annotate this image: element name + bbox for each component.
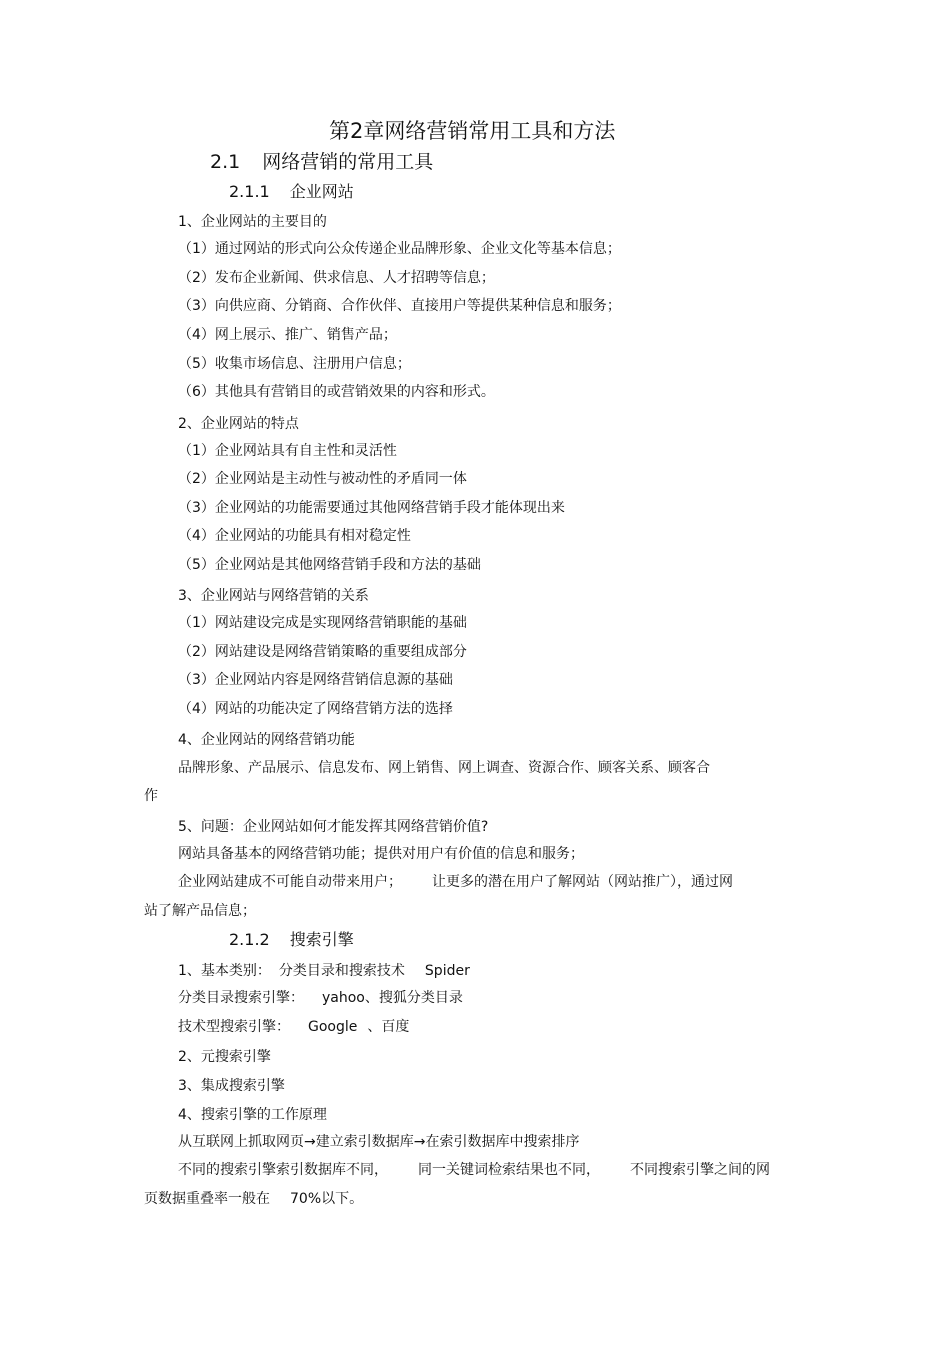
paragraph-line: [178, 873, 733, 891]
text-span: 同一关键词检索结果也不同，: [418, 1162, 600, 1178]
text-span: 70%以下。: [290, 1191, 364, 1207]
text-span: 不同搜索引擎之间的网: [630, 1162, 770, 1178]
list-item: （1）网站建设完成是实现网络营销职能的基础: [178, 615, 467, 631]
text-span: 不同的搜索引擎索引数据库不同，: [178, 1162, 388, 1178]
list-item: （4）网站的功能决定了网络营销方法的选择: [178, 701, 453, 717]
list-item: （4）企业网站的功能具有相对稳定性: [178, 528, 411, 544]
item-heading: 4、企业网站的网络营销功能: [178, 732, 355, 748]
text-span: Google: [308, 1019, 358, 1035]
paragraph-line: 网站具备基本的网络营销功能；提供对用户有价值的信息和服务；: [178, 846, 584, 862]
paragraph-line: [178, 1161, 770, 1179]
text-span: Spider: [424, 963, 470, 979]
list-item: （1）企业网站具有自主性和灵活性: [178, 443, 397, 459]
text-span: 分类目录和搜索技术: [278, 963, 405, 979]
list-item: （5）企业网站是其他网络营销手段和方法的基础: [178, 557, 481, 573]
subsection-heading: [229, 930, 354, 950]
list-item: （3）企业网站内容是网络营销信息源的基础: [178, 672, 453, 688]
text-span: 分类目录搜索引擎：: [178, 990, 304, 1006]
paragraph-line: 品牌形象、产品展示、信息发布、网上销售、网上调查、资源合作、顾客关系、顾客合: [178, 760, 710, 776]
item-heading: 3、集成搜索引擎: [178, 1078, 285, 1094]
text-span: 1、基本类别：: [178, 963, 271, 979]
list-item: （5）收集市场信息、注册用户信息；: [178, 356, 411, 372]
list-item: （3）企业网站的功能需要通过其他网络营销手段才能体现出来: [178, 500, 565, 516]
item-heading: 2、企业网站的特点: [178, 416, 299, 432]
item-heading: 3、企业网站与网络营销的关系: [178, 588, 369, 604]
list-item: （6）其他具有营销目的或营销效果的内容和形式。: [178, 384, 495, 400]
list-item: （2）发布企业新闻、供求信息、人才招聘等信息；: [178, 270, 495, 286]
paragraph-line: [178, 989, 463, 1007]
section-heading: [210, 150, 433, 174]
paragraph-line: [178, 1018, 409, 1036]
item-heading: 1、企业网站的主要目的: [178, 214, 327, 230]
text-span: 、百度: [367, 1019, 410, 1035]
subsection-heading: [229, 182, 354, 202]
text-span: 企业网站建成不可能自动带来用户；: [178, 874, 402, 890]
list-item: （1）通过网站的形式向公众传递企业品牌形象、企业文化等基本信息；: [178, 241, 621, 257]
subsection-title: 企业网站: [289, 182, 354, 201]
text-span: 页数据重叠率一般在: [144, 1191, 270, 1207]
item-heading: 5、问题：企业网站如何才能发挥其网络营销价值?: [178, 819, 489, 835]
section-title: 网络营销的常用工具: [262, 151, 434, 173]
paragraph-line: 站了解产品信息；: [144, 903, 256, 919]
text-span: 技术型搜索引擎：: [178, 1019, 290, 1035]
list-item: （4）网上展示、推广、销售产品；: [178, 327, 397, 343]
list-item: （2）网站建设是网络营销策略的重要组成部分: [178, 644, 467, 660]
text-span: yahoo、搜狐分类目录: [322, 990, 463, 1006]
subsection-title: 搜索引擎: [289, 930, 354, 949]
paragraph-line: 作: [144, 788, 158, 804]
list-item: （3）向供应商、分销商、合作伙伴、直接用户等提供某种信息和服务；: [178, 298, 621, 314]
text-span: 让更多的潜在用户了解网站（网站推广），通过网: [432, 874, 733, 890]
section-number: 2.1: [210, 151, 241, 173]
list-item: （2）企业网站是主动性与被动性的矛盾同一体: [178, 471, 467, 487]
subsection-number: 2.1.1: [229, 182, 270, 201]
item-heading: 2、元搜索引擎: [178, 1049, 271, 1065]
paragraph-line: 从互联网上抓取网页→建立索引数据库→在索引数据库中搜索排序: [178, 1134, 580, 1150]
chapter-title: 第2章网络营销常用工具和方法: [329, 119, 616, 143]
item-heading: [178, 962, 470, 980]
subsection-number: 2.1.2: [229, 930, 270, 949]
paragraph-line: [144, 1190, 363, 1208]
item-heading: 4、搜索引擎的工作原理: [178, 1107, 327, 1123]
